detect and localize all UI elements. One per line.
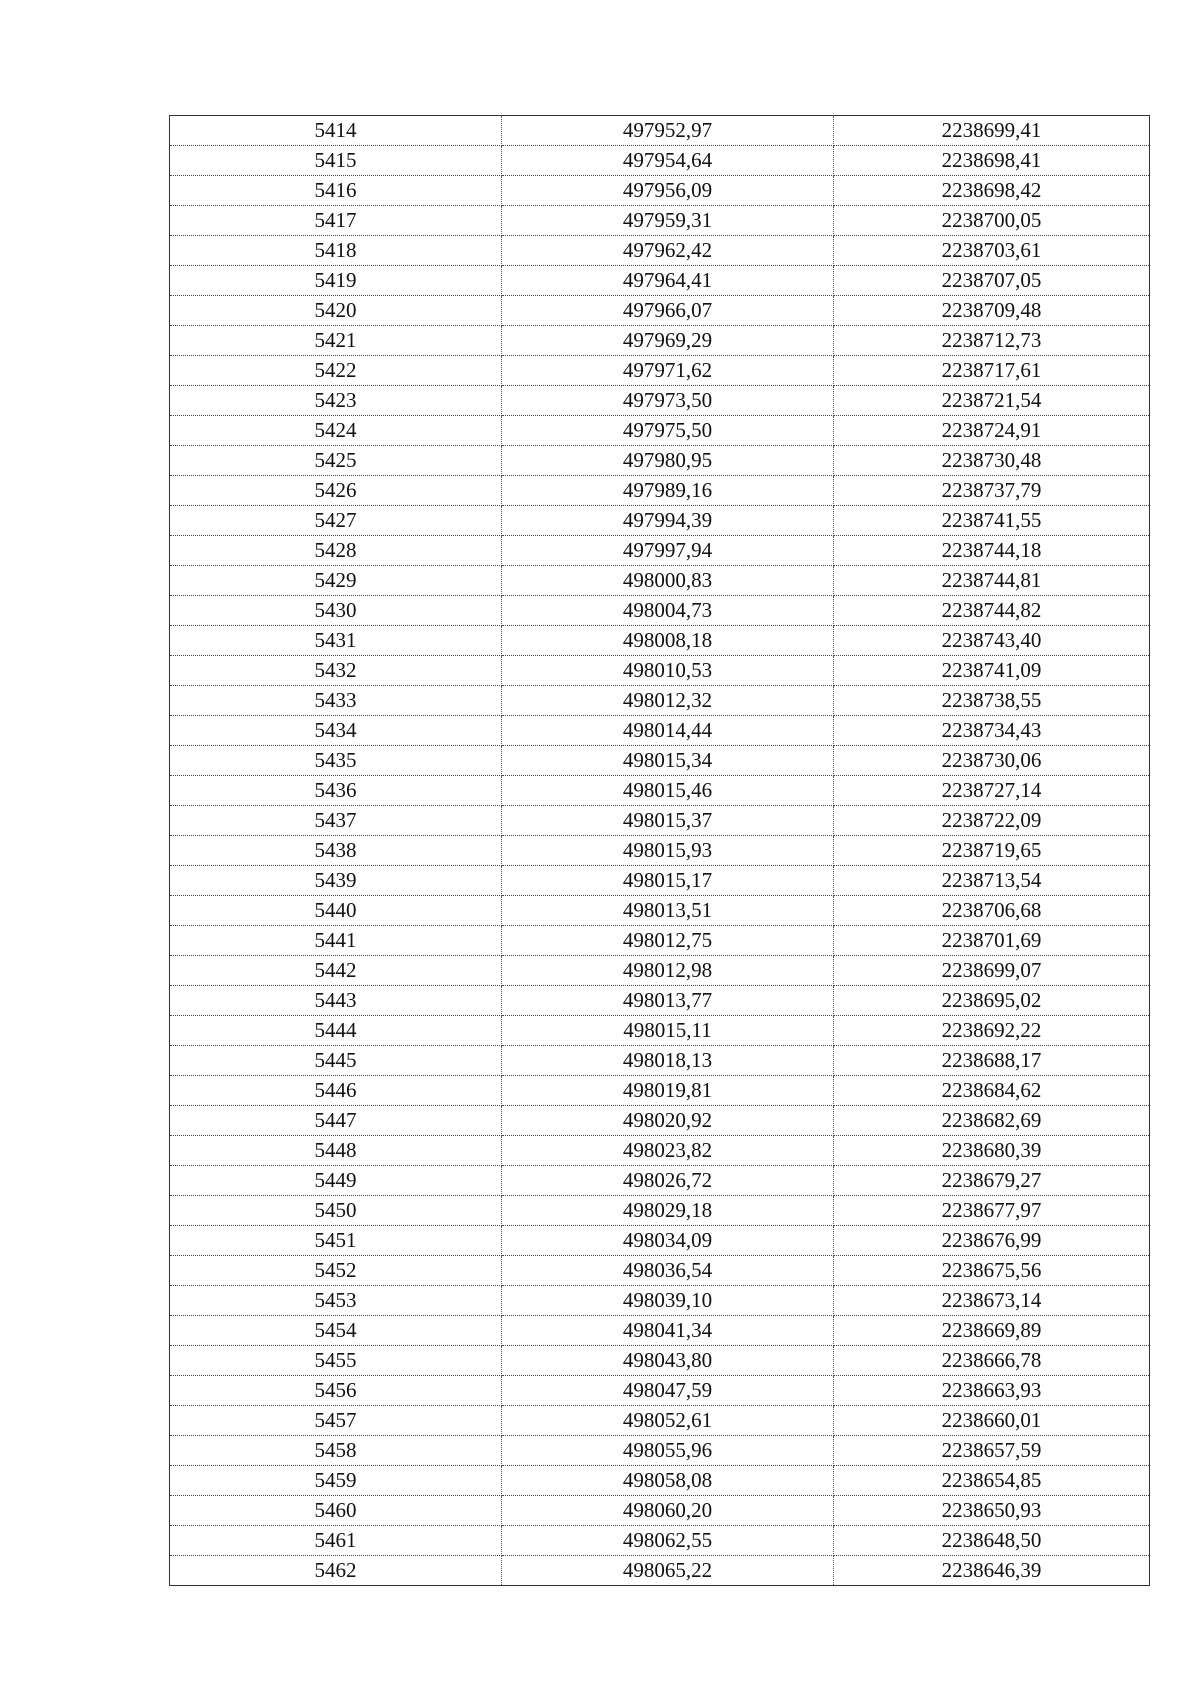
y-coordinate-cell: 2238669,89 — [834, 1316, 1150, 1346]
y-coordinate-cell: 2238677,97 — [834, 1196, 1150, 1226]
point-number-cell: 5418 — [170, 236, 502, 266]
y-coordinate-cell: 2238698,41 — [834, 146, 1150, 176]
x-coordinate-cell: 497964,41 — [502, 266, 834, 296]
y-coordinate-cell: 2238688,17 — [834, 1046, 1150, 1076]
point-number-cell: 5419 — [170, 266, 502, 296]
y-coordinate-cell: 2238738,55 — [834, 686, 1150, 716]
x-coordinate-cell: 498012,32 — [502, 686, 834, 716]
y-coordinate-cell: 2238744,81 — [834, 566, 1150, 596]
x-coordinate-cell: 498060,20 — [502, 1496, 834, 1526]
table-row — [170, 296, 1150, 326]
x-coordinate-cell: 498015,93 — [502, 836, 834, 866]
y-coordinate-cell: 2238684,62 — [834, 1076, 1150, 1106]
point-number-cell: 5462 — [170, 1556, 502, 1586]
x-coordinate-cell: 498065,22 — [502, 1556, 834, 1586]
y-coordinate-cell: 2238713,54 — [834, 866, 1150, 896]
x-coordinate-cell: 498012,98 — [502, 956, 834, 986]
table-row — [170, 656, 1150, 686]
x-coordinate-cell: 497959,31 — [502, 206, 834, 236]
point-number-cell: 5455 — [170, 1346, 502, 1376]
x-coordinate-cell: 498023,82 — [502, 1136, 834, 1166]
table-row — [170, 1226, 1150, 1256]
x-coordinate-cell: 498013,77 — [502, 986, 834, 1016]
y-coordinate-cell: 2238675,56 — [834, 1256, 1150, 1286]
x-coordinate-cell: 497980,95 — [502, 446, 834, 476]
point-number-cell: 5443 — [170, 986, 502, 1016]
table-row — [170, 1406, 1150, 1436]
x-coordinate-cell: 498055,96 — [502, 1436, 834, 1466]
table-row — [170, 926, 1150, 956]
table-row — [170, 1556, 1150, 1586]
y-coordinate-cell: 2238741,09 — [834, 656, 1150, 686]
table-row — [170, 1076, 1150, 1106]
x-coordinate-cell: 498047,59 — [502, 1376, 834, 1406]
point-number-cell: 5448 — [170, 1136, 502, 1166]
x-coordinate-cell: 498029,18 — [502, 1196, 834, 1226]
x-coordinate-cell: 498041,34 — [502, 1316, 834, 1346]
point-number-cell: 5423 — [170, 386, 502, 416]
y-coordinate-cell: 2238741,55 — [834, 506, 1150, 536]
table-row — [170, 356, 1150, 386]
point-number-cell: 5456 — [170, 1376, 502, 1406]
y-coordinate-cell: 2238663,93 — [834, 1376, 1150, 1406]
x-coordinate-cell: 497952,97 — [502, 116, 834, 146]
table-row — [170, 806, 1150, 836]
point-number-cell: 5440 — [170, 896, 502, 926]
y-coordinate-cell: 2238700,05 — [834, 206, 1150, 236]
point-number-cell: 5441 — [170, 926, 502, 956]
x-coordinate-cell: 497966,07 — [502, 296, 834, 326]
point-number-cell: 5426 — [170, 476, 502, 506]
point-number-cell: 5444 — [170, 1016, 502, 1046]
y-coordinate-cell: 2238701,69 — [834, 926, 1150, 956]
table-row — [170, 746, 1150, 776]
x-coordinate-cell: 498015,37 — [502, 806, 834, 836]
y-coordinate-cell: 2238709,48 — [834, 296, 1150, 326]
point-number-cell: 5430 — [170, 596, 502, 626]
x-coordinate-cell: 498036,54 — [502, 1256, 834, 1286]
y-coordinate-cell: 2238666,78 — [834, 1346, 1150, 1376]
point-number-cell: 5449 — [170, 1166, 502, 1196]
coordinates-table — [169, 115, 1150, 1586]
y-coordinate-cell: 2238676,99 — [834, 1226, 1150, 1256]
table-row — [170, 596, 1150, 626]
table-row — [170, 446, 1150, 476]
x-coordinate-cell: 498020,92 — [502, 1106, 834, 1136]
x-coordinate-cell: 498018,13 — [502, 1046, 834, 1076]
y-coordinate-cell: 2238648,50 — [834, 1526, 1150, 1556]
x-coordinate-cell: 498004,73 — [502, 596, 834, 626]
point-number-cell: 5453 — [170, 1286, 502, 1316]
y-coordinate-cell: 2238699,41 — [834, 116, 1150, 146]
y-coordinate-cell: 2238680,39 — [834, 1136, 1150, 1166]
y-coordinate-cell: 2238692,22 — [834, 1016, 1150, 1046]
x-coordinate-cell: 497997,94 — [502, 536, 834, 566]
table-row — [170, 536, 1150, 566]
table-row — [170, 1256, 1150, 1286]
y-coordinate-cell: 2238698,42 — [834, 176, 1150, 206]
y-coordinate-cell: 2238724,91 — [834, 416, 1150, 446]
y-coordinate-cell: 2238722,09 — [834, 806, 1150, 836]
x-coordinate-cell: 497989,16 — [502, 476, 834, 506]
x-coordinate-cell: 497994,39 — [502, 506, 834, 536]
y-coordinate-cell: 2238717,61 — [834, 356, 1150, 386]
x-coordinate-cell: 497975,50 — [502, 416, 834, 446]
table-row — [170, 506, 1150, 536]
table-row — [170, 116, 1150, 146]
x-coordinate-cell: 498062,55 — [502, 1526, 834, 1556]
x-coordinate-cell: 498026,72 — [502, 1166, 834, 1196]
x-coordinate-cell: 498034,09 — [502, 1226, 834, 1256]
point-number-cell: 5451 — [170, 1226, 502, 1256]
table-row — [170, 146, 1150, 176]
y-coordinate-cell: 2238682,69 — [834, 1106, 1150, 1136]
y-coordinate-cell: 2238679,27 — [834, 1166, 1150, 1196]
table-row — [170, 956, 1150, 986]
x-coordinate-cell: 498013,51 — [502, 896, 834, 926]
point-number-cell: 5422 — [170, 356, 502, 386]
point-number-cell: 5424 — [170, 416, 502, 446]
y-coordinate-cell: 2238703,61 — [834, 236, 1150, 266]
point-number-cell: 5421 — [170, 326, 502, 356]
x-coordinate-cell: 498052,61 — [502, 1406, 834, 1436]
y-coordinate-cell: 2238650,93 — [834, 1496, 1150, 1526]
point-number-cell: 5427 — [170, 506, 502, 536]
x-coordinate-cell: 497973,50 — [502, 386, 834, 416]
table-row — [170, 1316, 1150, 1346]
y-coordinate-cell: 2238727,14 — [834, 776, 1150, 806]
y-coordinate-cell: 2238744,82 — [834, 596, 1150, 626]
table-row — [170, 1346, 1150, 1376]
point-number-cell: 5450 — [170, 1196, 502, 1226]
y-coordinate-cell: 2238734,43 — [834, 716, 1150, 746]
table-row — [170, 1376, 1150, 1406]
point-number-cell: 5433 — [170, 686, 502, 716]
x-coordinate-cell: 497956,09 — [502, 176, 834, 206]
point-number-cell: 5442 — [170, 956, 502, 986]
y-coordinate-cell: 2238730,48 — [834, 446, 1150, 476]
y-coordinate-cell: 2238721,54 — [834, 386, 1150, 416]
x-coordinate-cell: 498039,10 — [502, 1286, 834, 1316]
x-coordinate-cell: 498015,11 — [502, 1016, 834, 1046]
y-coordinate-cell: 2238744,18 — [834, 536, 1150, 566]
x-coordinate-cell: 498010,53 — [502, 656, 834, 686]
table-row — [170, 836, 1150, 866]
point-number-cell: 5454 — [170, 1316, 502, 1346]
x-coordinate-cell: 498014,44 — [502, 716, 834, 746]
table-row — [170, 716, 1150, 746]
x-coordinate-cell: 498000,83 — [502, 566, 834, 596]
point-number-cell: 5415 — [170, 146, 502, 176]
x-coordinate-cell: 498015,46 — [502, 776, 834, 806]
table-row — [170, 686, 1150, 716]
table-row — [170, 266, 1150, 296]
x-coordinate-cell: 498019,81 — [502, 1076, 834, 1106]
point-number-cell: 5445 — [170, 1046, 502, 1076]
point-number-cell: 5420 — [170, 296, 502, 326]
table-row — [170, 1196, 1150, 1226]
point-number-cell: 5459 — [170, 1466, 502, 1496]
table-row — [170, 626, 1150, 656]
x-coordinate-cell: 498058,08 — [502, 1466, 834, 1496]
x-coordinate-cell: 497969,29 — [502, 326, 834, 356]
table-row — [170, 1526, 1150, 1556]
point-number-cell: 5457 — [170, 1406, 502, 1436]
point-number-cell: 5425 — [170, 446, 502, 476]
point-number-cell: 5461 — [170, 1526, 502, 1556]
table-row — [170, 386, 1150, 416]
point-number-cell: 5436 — [170, 776, 502, 806]
y-coordinate-cell: 2238712,73 — [834, 326, 1150, 356]
point-number-cell: 5435 — [170, 746, 502, 776]
x-coordinate-cell: 498043,80 — [502, 1346, 834, 1376]
table-row — [170, 326, 1150, 356]
point-number-cell: 5437 — [170, 806, 502, 836]
point-number-cell: 5428 — [170, 536, 502, 566]
point-number-cell: 5434 — [170, 716, 502, 746]
table-row — [170, 416, 1150, 446]
table-row — [170, 1136, 1150, 1166]
point-number-cell: 5414 — [170, 116, 502, 146]
table-row — [170, 206, 1150, 236]
y-coordinate-cell: 2238660,01 — [834, 1406, 1150, 1436]
table-row — [170, 236, 1150, 266]
point-number-cell: 5458 — [170, 1436, 502, 1466]
point-number-cell: 5429 — [170, 566, 502, 596]
y-coordinate-cell: 2238699,07 — [834, 956, 1150, 986]
point-number-cell: 5417 — [170, 206, 502, 236]
y-coordinate-cell: 2238695,02 — [834, 986, 1150, 1016]
table-row — [170, 1286, 1150, 1316]
table-row — [170, 566, 1150, 596]
point-number-cell: 5460 — [170, 1496, 502, 1526]
y-coordinate-cell: 2238737,79 — [834, 476, 1150, 506]
table-row — [170, 776, 1150, 806]
table-row — [170, 1046, 1150, 1076]
point-number-cell: 5431 — [170, 626, 502, 656]
y-coordinate-cell: 2238730,06 — [834, 746, 1150, 776]
table-row — [170, 896, 1150, 926]
x-coordinate-cell: 497954,64 — [502, 146, 834, 176]
x-coordinate-cell: 498015,34 — [502, 746, 834, 776]
point-number-cell: 5452 — [170, 1256, 502, 1286]
x-coordinate-cell: 498012,75 — [502, 926, 834, 956]
point-number-cell: 5446 — [170, 1076, 502, 1106]
table-row — [170, 1106, 1150, 1136]
table-row — [170, 1466, 1150, 1496]
point-number-cell: 5439 — [170, 866, 502, 896]
table-row — [170, 1166, 1150, 1196]
y-coordinate-cell: 2238707,05 — [834, 266, 1150, 296]
table-row — [170, 1436, 1150, 1466]
point-number-cell: 5447 — [170, 1106, 502, 1136]
point-number-cell: 5438 — [170, 836, 502, 866]
y-coordinate-cell: 2238646,39 — [834, 1556, 1150, 1586]
table-row — [170, 1016, 1150, 1046]
point-number-cell: 5432 — [170, 656, 502, 686]
y-coordinate-cell: 2238706,68 — [834, 896, 1150, 926]
table-row — [170, 986, 1150, 1016]
table-row — [170, 176, 1150, 206]
y-coordinate-cell: 2238673,14 — [834, 1286, 1150, 1316]
table-row — [170, 866, 1150, 896]
x-coordinate-cell: 498008,18 — [502, 626, 834, 656]
x-coordinate-cell: 497962,42 — [502, 236, 834, 266]
table-row — [170, 476, 1150, 506]
x-coordinate-cell: 497971,62 — [502, 356, 834, 386]
coordinates-table-body — [170, 116, 1150, 1586]
y-coordinate-cell: 2238743,40 — [834, 626, 1150, 656]
x-coordinate-cell: 498015,17 — [502, 866, 834, 896]
y-coordinate-cell: 2238719,65 — [834, 836, 1150, 866]
point-number-cell: 5416 — [170, 176, 502, 206]
table-row — [170, 1496, 1150, 1526]
y-coordinate-cell: 2238654,85 — [834, 1466, 1150, 1496]
y-coordinate-cell: 2238657,59 — [834, 1436, 1150, 1466]
